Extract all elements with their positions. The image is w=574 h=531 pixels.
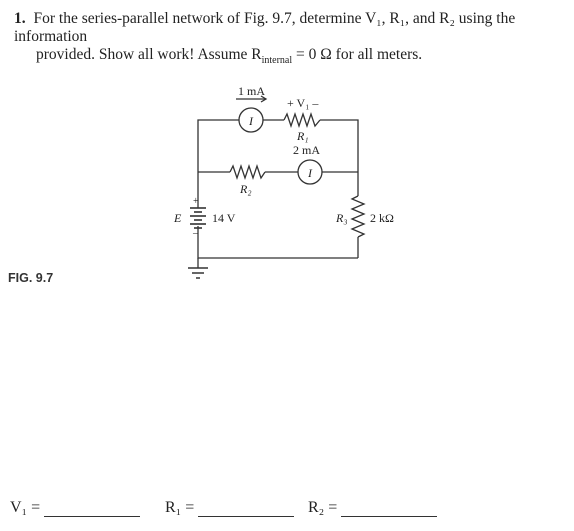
- r1-answer-blank[interactable]: [198, 502, 294, 517]
- r3-label: R₃: [336, 211, 348, 225]
- r1-resistor: [284, 114, 320, 126]
- r2-label: R₂: [240, 182, 252, 196]
- answer-section: [10, 499, 570, 525]
- r1-answer-label: R₁ =: [165, 499, 195, 516]
- problem-number: 1.: [14, 10, 26, 27]
- problem-text-1: For the series-parallel network of Fig. 9.7, determine V₁, R₁, and R₂ using the information: [14, 10, 516, 45]
- problem-text-2-end: = 0 Ω for all meters.: [292, 46, 423, 63]
- v1-answer: [10, 499, 140, 517]
- r2-answer-blank[interactable]: [341, 502, 437, 517]
- battery-symbol: [190, 208, 206, 228]
- v1-label: + V₁ –: [287, 96, 319, 110]
- r2-answer: [308, 499, 437, 517]
- source-label: E: [174, 211, 182, 225]
- r3-value: 2 kΩ: [370, 211, 394, 225]
- r2-resistor: [230, 166, 265, 178]
- ammeter-2-reading: 2 mA: [293, 143, 320, 157]
- v1-answer-blank[interactable]: [44, 502, 140, 517]
- r1-label: R₁: [297, 129, 309, 143]
- ground-symbol: [188, 268, 208, 278]
- battery-minus: –: [193, 228, 198, 239]
- bottom-wire: [198, 238, 358, 258]
- ammeter-1-symbol: I: [249, 114, 253, 128]
- problem-text-2: provided. Show all work! Assume R: [36, 46, 262, 63]
- v1-answer-label: V₁ =: [10, 499, 41, 516]
- top-wire-right: [320, 120, 358, 172]
- problem-text-2-sub: internal: [261, 55, 293, 67]
- r2-answer-label: R₂ =: [308, 499, 338, 516]
- r3-resistor: [352, 196, 364, 237]
- r1-answer: [165, 499, 294, 517]
- figure-label: FIG. 9.7: [8, 271, 54, 285]
- top-wire-left: [198, 120, 239, 192]
- ammeter-1-reading: 1 mA: [238, 84, 265, 98]
- ammeter-2-symbol: I: [308, 166, 312, 180]
- source-value: 14 V: [212, 211, 236, 225]
- battery-plus: +: [193, 196, 199, 207]
